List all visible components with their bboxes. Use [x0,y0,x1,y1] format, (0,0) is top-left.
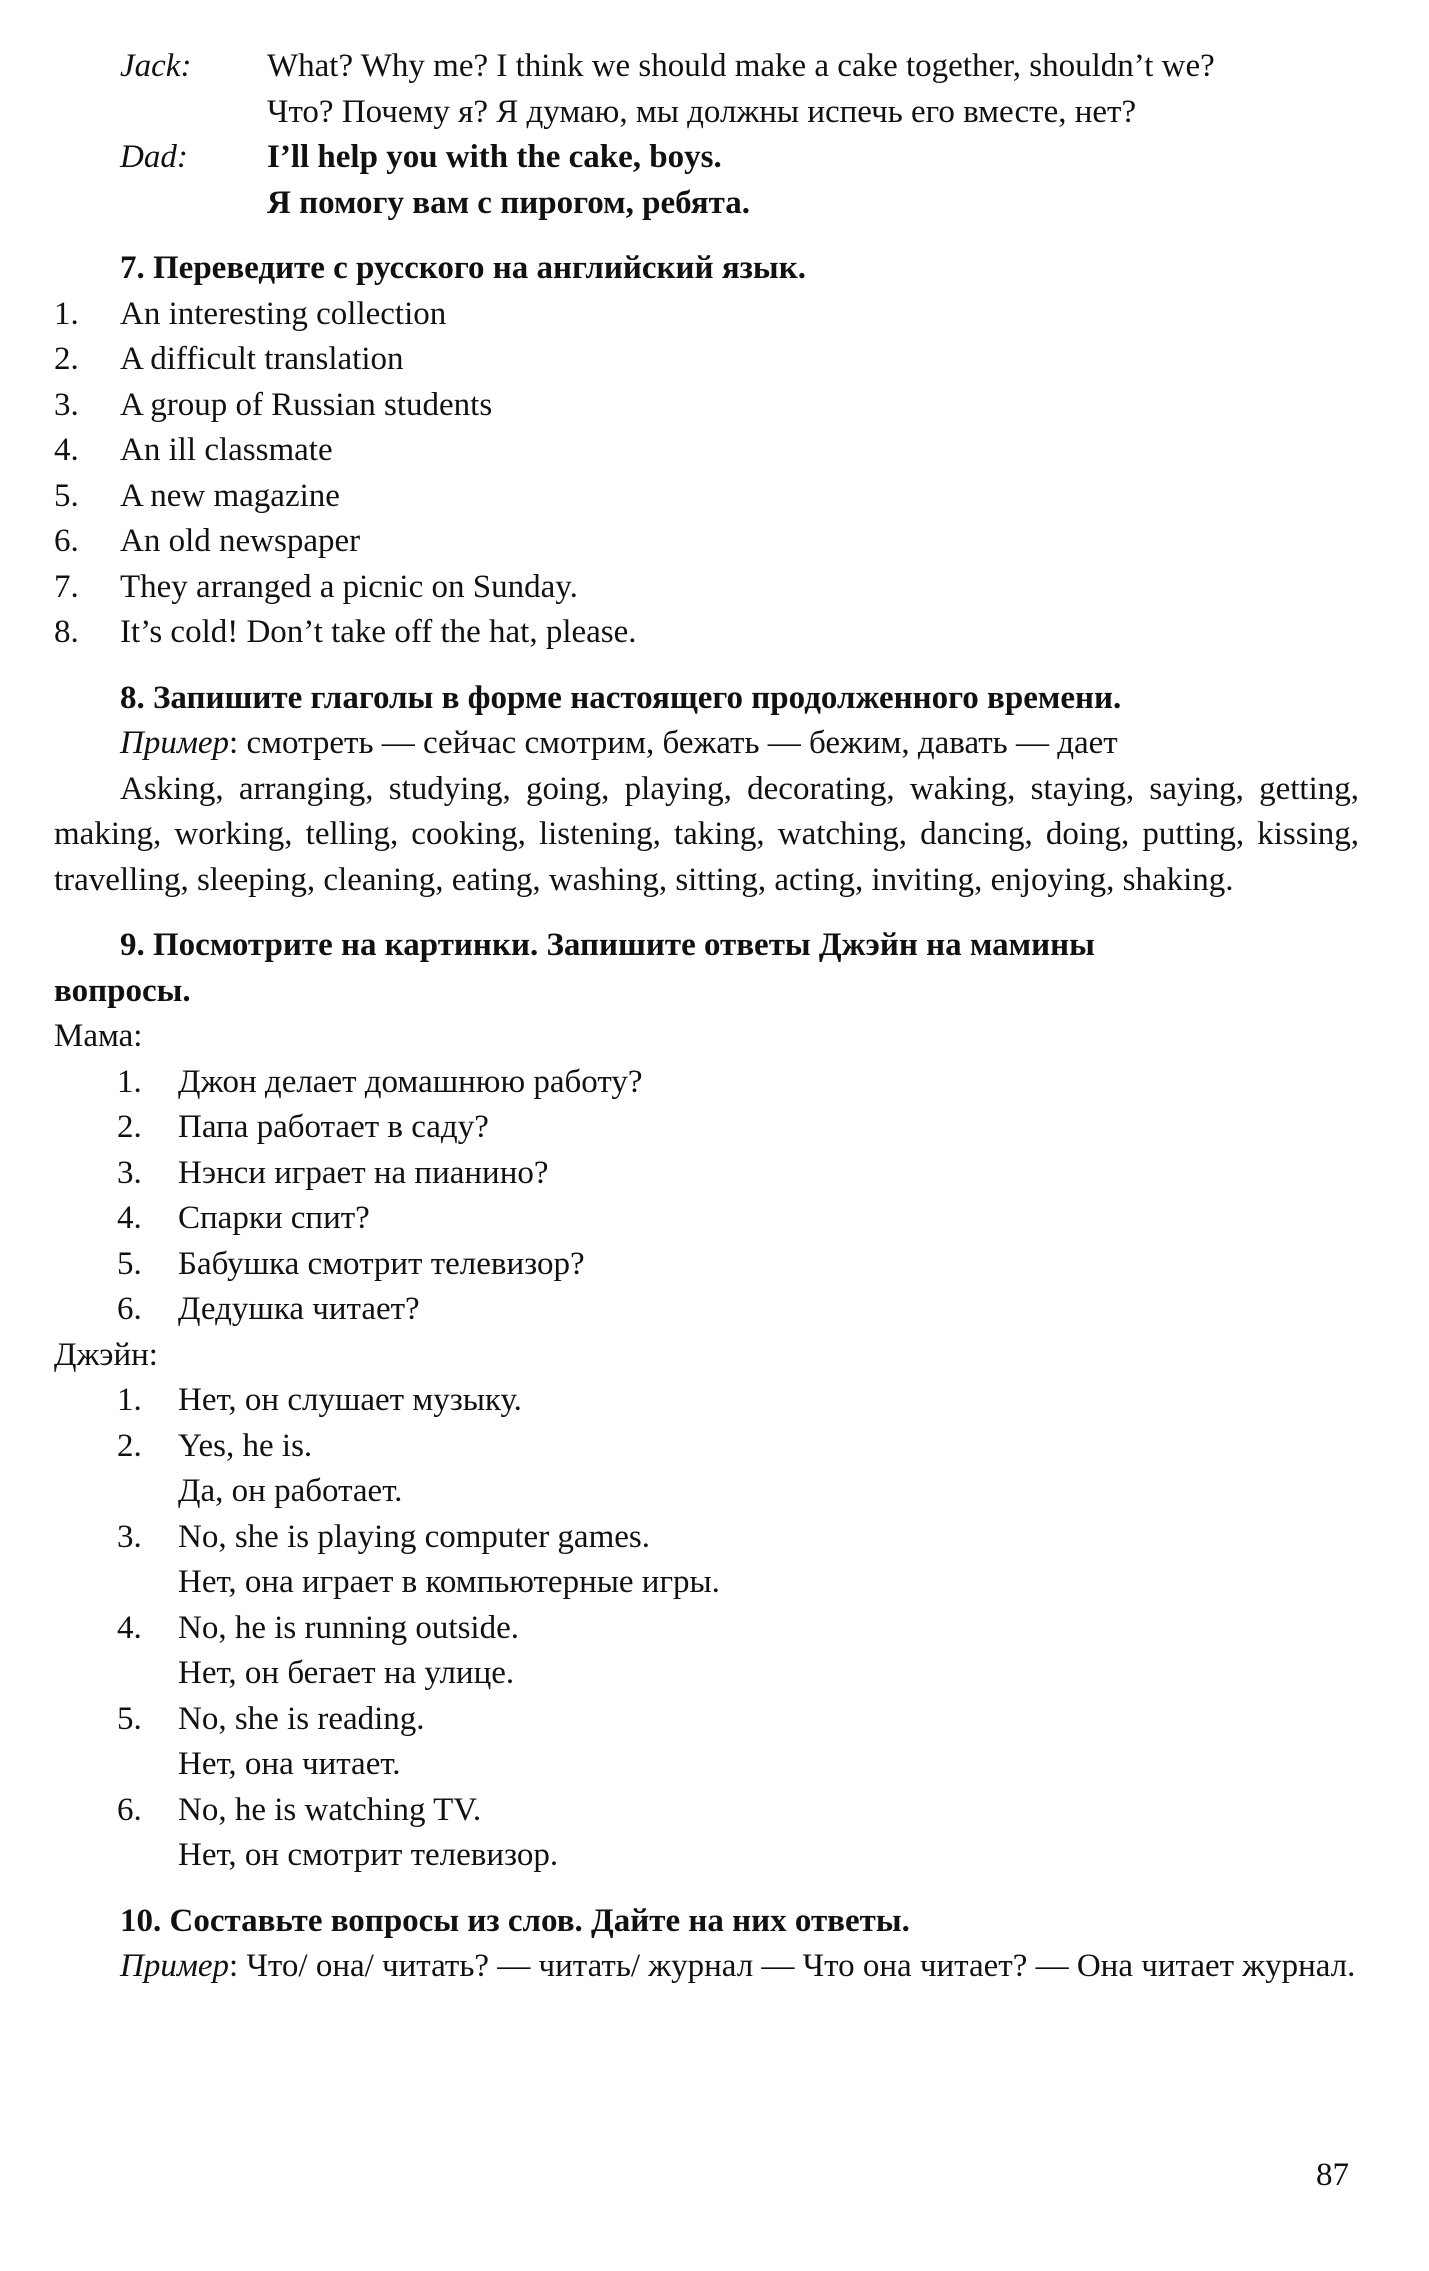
list-item [54,565,1359,611]
dialogue-line-en: I’ll help you with the cake, boys. [267,139,722,175]
list-item [54,1697,1359,1788]
exercise-8-answer: Asking, arranging, studying, going, playing, decorating, waking, staying, saying, getting, making, working, telling, cooking, listening, taking, watching, dancing, doing, putting, kissing, travelling, sleeping, cleaning, eating, washing, sitting, acting, inviting, enjoying, shaking. [54,770,1359,898]
list-item [54,1378,1359,1424]
item-number: 1. [117,1382,142,1418]
exercise-10-example [54,1944,1359,1990]
item-text: Нэнси играет на пианино? [178,1154,549,1191]
item-number: 6. [117,1791,142,1828]
list-item [54,1196,1359,1242]
item-number: 2. [54,341,79,377]
answer-text: No, she is reading. [178,1700,425,1737]
item-text: An ill classmate [120,432,333,468]
list-item [54,1287,1359,1333]
item-text: A difficult translation [120,341,404,377]
answer-text: No, he is running outside. [178,1609,519,1646]
item-text: Папа работает в саду? [178,1109,489,1145]
list-item [54,474,1359,520]
example-label: Пример [120,1948,230,1984]
answer-text: No, he is watching TV. [178,1791,482,1828]
list-item [54,337,1359,383]
answer-translation: Нет, он смотрит телевизор. [178,1837,559,1873]
item-text: A group of Russian students [120,386,493,423]
item-number: 4. [117,1609,142,1646]
list-item [54,519,1359,565]
answer-translation: Нет, она читает. [178,1746,401,1782]
list-item [54,1151,1359,1197]
list-item [54,1788,1359,1879]
item-number: 2. [117,1109,142,1145]
item-text: A new magazine [120,477,340,514]
item-number: 3. [117,1518,142,1555]
item-number: 1. [117,1063,142,1100]
item-number: 5. [117,1700,142,1737]
item-text: Дедушка читает? [178,1291,420,1327]
list-item [54,292,1359,338]
list-item [54,1515,1359,1606]
exercise-7-list [54,292,1359,656]
exercise-7-title: 7. Переведите с русского на английский язык. [120,250,806,286]
item-number: 4. [117,1200,142,1236]
item-number: 5. [54,477,79,514]
item-text: Джон делает домашнюю работу? [178,1063,643,1100]
example-text: : Что/ она/ читать? — читать/ журнал — Что она читает? — Она читает журнал. [229,1948,1356,1984]
item-number: 3. [54,386,79,423]
item-number: 6. [117,1291,142,1327]
item-text: Бабушка смотрит телевизор? [178,1245,585,1282]
dialogue-line-ru: Я помогу вам с пирогом, ребята. [267,184,750,221]
list-item [54,428,1359,474]
textbook-page [54,44,1359,1990]
list-item [54,1606,1359,1697]
answer-translation: Да, он работает. [178,1473,403,1509]
exercise-9-title-cont: вопросы. [54,972,191,1009]
item-number: 4. [54,432,79,468]
example-label: Пример [120,725,230,761]
answer-text: No, she is playing computer games. [178,1518,650,1555]
speaker-label: Dad: [120,139,188,175]
item-text: An old newspaper [120,523,361,559]
answer-translation: Нет, она играет в компьютерные игры. [178,1564,720,1600]
item-number: 8. [54,614,79,650]
list-item [54,383,1359,429]
item-number: 6. [54,523,79,559]
jane-answers [54,1378,1359,1879]
item-text: An interesting collection [120,295,447,332]
dialogue-line-ru: Что? Почему я? Я думаю, мы должны испечь его вместе, нет? [267,93,1137,130]
list-item [54,610,1359,656]
item-number: 1. [54,295,79,332]
mom-questions [54,1060,1359,1333]
item-text: They arranged a picnic on Sunday. [120,568,578,605]
list-item [54,1242,1359,1288]
item-number: 3. [117,1154,142,1191]
page-number: 87 [1316,2157,1349,2193]
dialogue-jack [54,44,1359,135]
list-item [54,1060,1359,1106]
example-text: : смотреть — сейчас смотрим, бежать — бежим, давать — дает [229,725,1118,761]
answer-text: Нет, он слушает музыку. [178,1382,522,1418]
list-item [54,1105,1359,1151]
item-text: Спарки спит? [178,1200,370,1236]
exercise-8-title: 8. Запишите глаголы в форме настоящего продолженного времени. [120,679,1122,716]
item-number: 7. [54,568,79,605]
item-text: It’s cold! Don’t take off the hat, please. [120,614,637,650]
list-item [54,1424,1359,1515]
speaker-label: Jack: [120,48,192,84]
exercise-8-example [54,721,1359,767]
dialogue-line-en: What? Why me? I think we should make a cake together, shouldn’t we? [267,48,1215,84]
answer-text: Yes, he is. [178,1427,313,1464]
mom-label: Мама: [54,1018,143,1054]
answer-translation: Нет, он бегает на улице. [178,1655,515,1691]
exercise-9-title: 9. Посмотрите на картинки. Запишите ответы Джэйн на мамины [120,927,1095,963]
item-number: 5. [117,1245,142,1282]
dialogue-dad [54,135,1359,226]
item-number: 2. [117,1427,142,1464]
exercise-10-title: 10. Составьте вопросы из слов. Дайте на них ответы. [120,1902,910,1939]
jane-label: Джэйн: [54,1336,158,1373]
